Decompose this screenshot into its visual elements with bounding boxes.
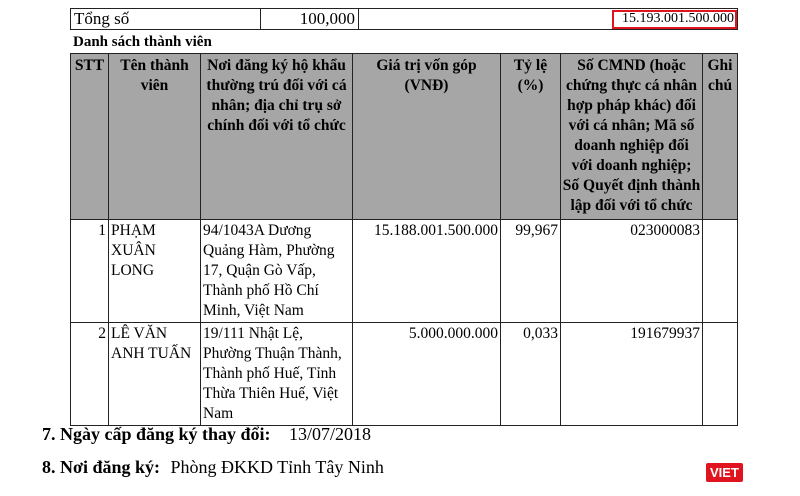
row-id: 191679937: [561, 323, 703, 426]
row-address: 19/111 Nhật Lệ, Phường Thuận Thành, Thành phố Huế, Tỉnh Thừa Thiên Huế, Việt Nam: [201, 323, 353, 426]
registration-place-label: 8. Nơi đăng ký:: [42, 457, 160, 477]
total-quantity: 100,000: [261, 9, 359, 30]
row-address: 94/1043A Dương Quảng Hàm, Phường 17, Quận Gò Vấp, Thành phố Hồ Chí Minh, Việt Nam: [201, 220, 353, 323]
total-empty: [359, 9, 611, 30]
row-note: [703, 220, 738, 323]
header-id: Số CMND (hoặc chứng thực cá nhân hợp pháp khác) đối với cá nhân; Mã số doanh nghiệp đối với doanh nghiệp; Số Quyết định thành lập đối với tổ chức: [561, 54, 703, 220]
registration-date-line: [42, 424, 371, 445]
row-stt: 2: [71, 323, 109, 426]
total-row-table: [70, 8, 738, 30]
registration-place-line: [42, 457, 384, 478]
header-name: Tên thành viên: [109, 54, 201, 220]
row-id: 023000083: [561, 220, 703, 323]
header-address: Nơi đăng ký hộ khẩu thường trú đối với cá nhân; địa chỉ trụ sở chính đối với tổ chức: [201, 54, 353, 220]
section-title: Danh sách thành viên: [73, 34, 212, 50]
header-stt: STT: [71, 54, 109, 220]
table-row: [71, 323, 738, 426]
header-ratio: Tỷ lệ (%): [501, 54, 561, 220]
registration-place-value: Phòng ĐKKD Tỉnh Tây Ninh: [170, 457, 384, 477]
header-row: [71, 54, 738, 220]
total-value-highlighted: 15.193.001.500.000: [611, 9, 738, 30]
table-row: [71, 220, 738, 323]
row-ratio: 0,033: [501, 323, 561, 426]
row-ratio: 99,967: [501, 220, 561, 323]
row-stt: 1: [71, 220, 109, 323]
total-label: Tổng số: [71, 9, 261, 30]
row-name: PHẠM XUÂN LONG: [109, 220, 201, 323]
header-capital: Giá trị vốn góp (VNĐ): [353, 54, 501, 220]
header-note: Ghi chú: [703, 54, 738, 220]
row-capital: 5.000.000.000: [353, 323, 501, 426]
registration-date-label: 7. Ngày cấp đăng ký thay đổi:: [42, 424, 271, 444]
row-note: [703, 323, 738, 426]
row-capital: 15.188.001.500.000: [353, 220, 501, 323]
viet-logo: VIET: [706, 463, 743, 482]
row-name: LÊ VĂN ANH TUẤN: [109, 323, 201, 426]
total-row: [71, 9, 738, 30]
registration-date-value: 13/07/2018: [289, 424, 372, 444]
members-table: [70, 53, 738, 426]
